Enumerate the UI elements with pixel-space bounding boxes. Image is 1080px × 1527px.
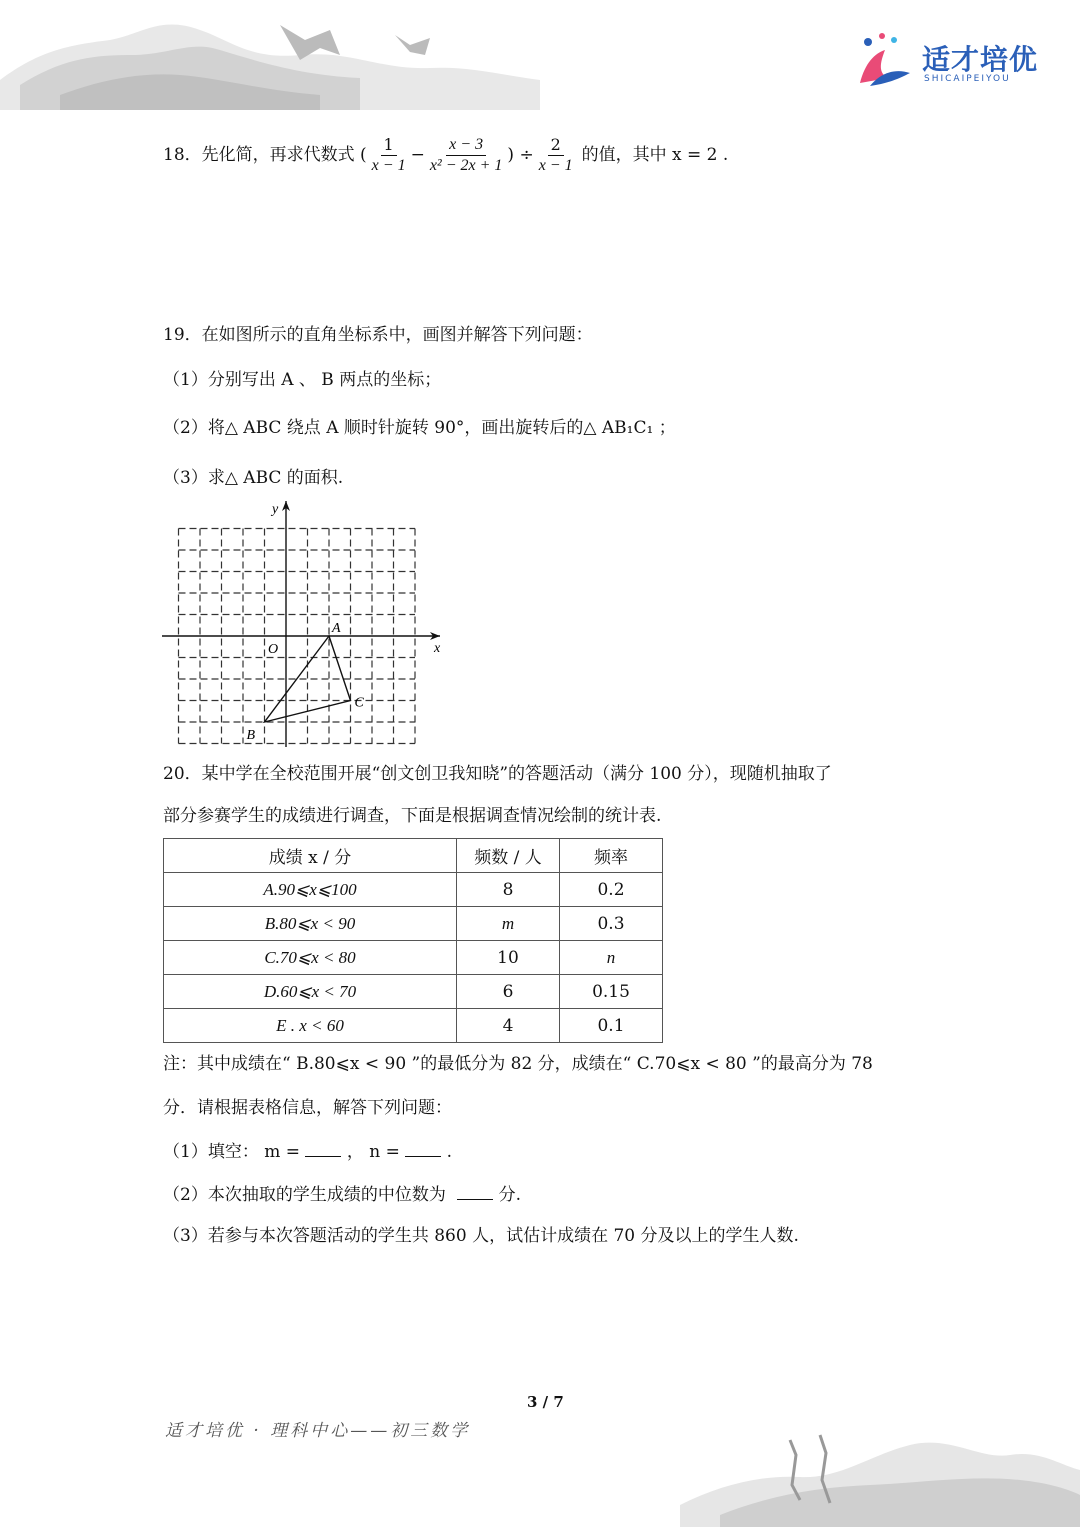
q20-sub-2 (163, 1185, 521, 1204)
q19-part-1: （1）分别写出 A 、 B 两点的坐标； (163, 370, 442, 390)
point-c-label: C (354, 695, 364, 711)
table-row (164, 907, 663, 941)
q20-sub-1 (163, 1142, 452, 1161)
table-cell: D.60⩽x < 70 (164, 975, 457, 1009)
page-number: 3 / 7 (527, 1393, 564, 1411)
y-axis-label: y (272, 502, 279, 517)
q20-sub1-label-m: （1）填空： m = (163, 1142, 300, 1162)
point-a-label: A (332, 621, 341, 636)
q20-line-1: 20．某中学在全校范围开展“创文创卫我知晓”的答题活动（满分 100 分），现随机抽取了 (163, 764, 832, 784)
table-cell: 4 (457, 1009, 560, 1043)
origin-label: O (268, 642, 279, 657)
table-cell: 6 (457, 975, 560, 1009)
table-cell: 10 (457, 941, 560, 975)
q20-sub1-label-n: ， n = (346, 1142, 400, 1162)
table-header-row (164, 839, 663, 873)
q18-fraction-2 (427, 137, 506, 174)
q18-minus: − (410, 145, 425, 165)
table-row (164, 1009, 663, 1043)
question-18 (163, 137, 728, 174)
q19-title: 19．在如图所示的直角坐标系中，画图并解答下列问题： (163, 325, 593, 345)
table-cell: B.80⩽x < 90 (164, 907, 457, 941)
logo-subtitle: SHICAIPEIYOU (924, 74, 1011, 84)
footer-caption: 适才培优 · 理科中心——初三数学 (165, 1421, 471, 1441)
q20-sub2-text: （2）本次抽取的学生成绩的中位数为 (163, 1185, 446, 1205)
q18-f3-denominator: x − 1 (538, 157, 573, 174)
table-cell: m (457, 907, 560, 941)
q19-part-2: （2）将△ ABC 绕点 A 顺时针旋转 90°，画出旋转后的△ AB₁C₁ ； (163, 418, 676, 438)
table-cell: 0.2 (560, 873, 663, 907)
answer-blank-median[interactable] (457, 1185, 493, 1200)
score-frequency-table (163, 838, 663, 1043)
header-mountain-decoration (0, 0, 560, 110)
table-cell: 0.15 (560, 975, 663, 1009)
q18-f3-numerator: 2 (548, 137, 564, 156)
q18-f2-denominator: x² − 2x + 1 (429, 157, 503, 174)
table-cell: 0.3 (560, 907, 663, 941)
q19-part-3: （3）求△ ABC 的面积. (163, 468, 344, 488)
table-cell: 0.1 (560, 1009, 663, 1043)
table-cell: A.90⩽x⩽100 (164, 873, 457, 907)
answer-blank-n[interactable] (405, 1142, 441, 1157)
table-header-cell: 频数 / 人 (457, 839, 560, 873)
q18-suffix: 的值，其中 x = 2 . (581, 145, 729, 165)
q20-sub-3: （3）若参与本次答题活动的学生共 860 人，试估计成绩在 70 分及以上的学生人数. (163, 1226, 799, 1246)
q18-fraction-1 (369, 137, 409, 174)
logo-text: 适才培优 (922, 43, 1039, 76)
table-header-cell: 频率 (560, 839, 663, 873)
logo-icon (850, 28, 920, 98)
x-axis-label: x (434, 641, 441, 656)
point-b-label: B (246, 728, 256, 743)
q18-f1-numerator: 1 (381, 137, 397, 156)
table-cell: E . x < 60 (164, 1009, 457, 1043)
q20-note-1: 注：其中成绩在“ B.80⩽x < 90 ”的最低分为 82 分，成绩在“ C.70⩽x < 80 ”的最高分为 78 (163, 1054, 873, 1074)
answer-blank-m[interactable] (305, 1142, 341, 1157)
table-cell: C.70⩽x < 80 (164, 941, 457, 975)
q20-sub1-period: . (446, 1142, 453, 1162)
table-row (164, 873, 663, 907)
q20-line-2: 部分参赛学生的成绩进行调查，下面是根据调查情况绘制的统计表. (163, 806, 662, 826)
table-row (164, 941, 663, 975)
table-cell: 8 (457, 873, 560, 907)
q18-f1-denominator: x − 1 (371, 157, 406, 174)
q18-fraction-3 (536, 137, 576, 174)
table-row (164, 975, 663, 1009)
q20-note-2: 分．请根据表格信息，解答下列问题： (163, 1098, 452, 1118)
q18-prefix: 18．先化简，再求代数式 ( (163, 145, 367, 165)
table-cell: n (560, 941, 663, 975)
footer-mountain-decoration (680, 1415, 1080, 1527)
q18-divide: ) ÷ (507, 145, 534, 165)
coordinate-grid (158, 497, 458, 752)
table-header-cell: 成绩 x / 分 (164, 839, 457, 873)
q18-f2-numerator: x − 3 (446, 137, 486, 156)
q20-sub2-unit: 分. (498, 1185, 522, 1205)
